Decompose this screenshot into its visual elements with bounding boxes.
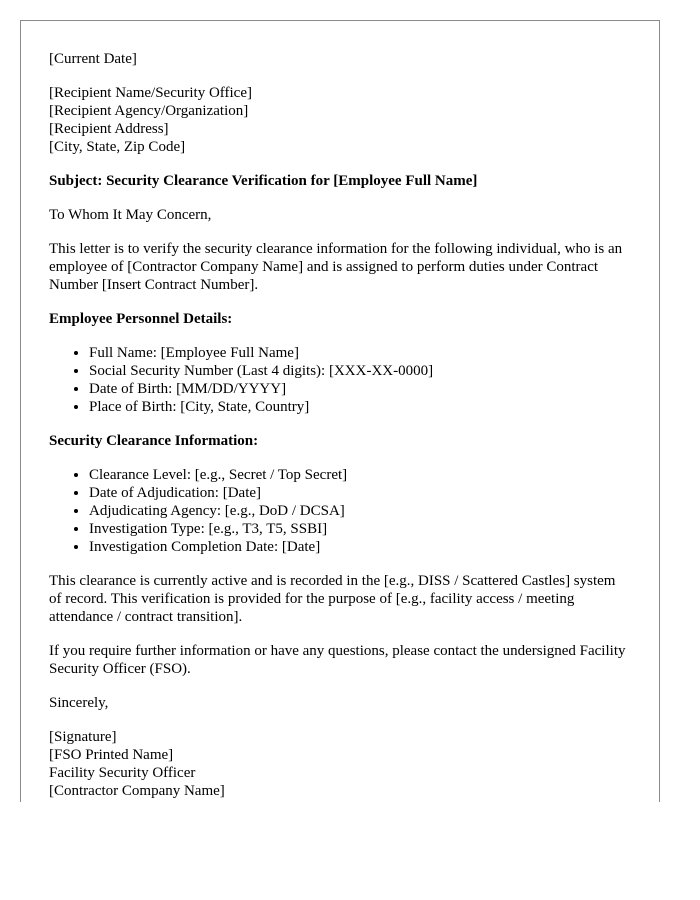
clearance-heading: Security Clearance Information: bbox=[49, 433, 259, 449]
recipient-block bbox=[49, 84, 631, 156]
list-item: • Date of Adjudication: [Date] bbox=[89, 484, 631, 502]
letter-date: [Current Date] bbox=[49, 51, 137, 67]
signature-block bbox=[49, 728, 631, 800]
letter-page bbox=[20, 20, 660, 802]
list-item: • Social Security Number (Last 4 digits): [XXX-XX-0000] bbox=[89, 362, 631, 380]
list-item: • Investigation Completion Date: [Date] bbox=[89, 538, 631, 556]
clearance-list bbox=[49, 466, 631, 556]
recipient-agency: [Recipient Agency/Organization] bbox=[49, 103, 249, 119]
recipient-city: [City, State, Zip Code] bbox=[49, 139, 186, 155]
list-item: • Place of Birth: [City, State, Country] bbox=[89, 398, 631, 416]
contact-paragraph: If you require further information or have any questions, please contact the undersigned Facility Security Officer (FSO). bbox=[49, 643, 626, 677]
recipient-name: [Recipient Name/Security Office] bbox=[49, 85, 252, 101]
subject-line: Subject: Security Clearance Verification for [Employee Full Name] bbox=[49, 173, 478, 189]
fso-title: Facility Security Officer bbox=[49, 765, 196, 781]
personnel-list bbox=[49, 344, 631, 416]
status-paragraph: This clearance is currently active and is recorded in the [e.g., DISS / Scattered Castles] system of record. This verification is provided for the purpose of [e.g., facility access / meeting attendance / contract transition]. bbox=[49, 573, 616, 625]
closing: Sincerely, bbox=[49, 695, 109, 711]
signature-placeholder: [Signature] bbox=[49, 729, 117, 745]
list-item: • Investigation Type: [e.g., T3, T5, SSBI] bbox=[89, 520, 631, 538]
recipient-address: [Recipient Address] bbox=[49, 121, 169, 137]
list-item: • Clearance Level: [e.g., Secret / Top Secret] bbox=[89, 466, 631, 484]
personnel-heading: Employee Personnel Details: bbox=[49, 311, 233, 327]
list-item: • Full Name: [Employee Full Name] bbox=[89, 344, 631, 362]
list-item: • Date of Birth: [MM/DD/YYYY] bbox=[89, 380, 631, 398]
signature-company: [Contractor Company Name] bbox=[49, 783, 225, 799]
list-item: • Adjudicating Agency: [e.g., DoD / DCSA] bbox=[89, 502, 631, 520]
fso-printed-name: [FSO Printed Name] bbox=[49, 747, 174, 763]
salutation: To Whom It May Concern, bbox=[49, 207, 212, 223]
intro-paragraph: This letter is to verify the security clearance information for the following individual, who is an employee of [Contractor Company Name] and is assigned to perform duties under Contract Number [Insert Contract Number]. bbox=[49, 241, 623, 293]
